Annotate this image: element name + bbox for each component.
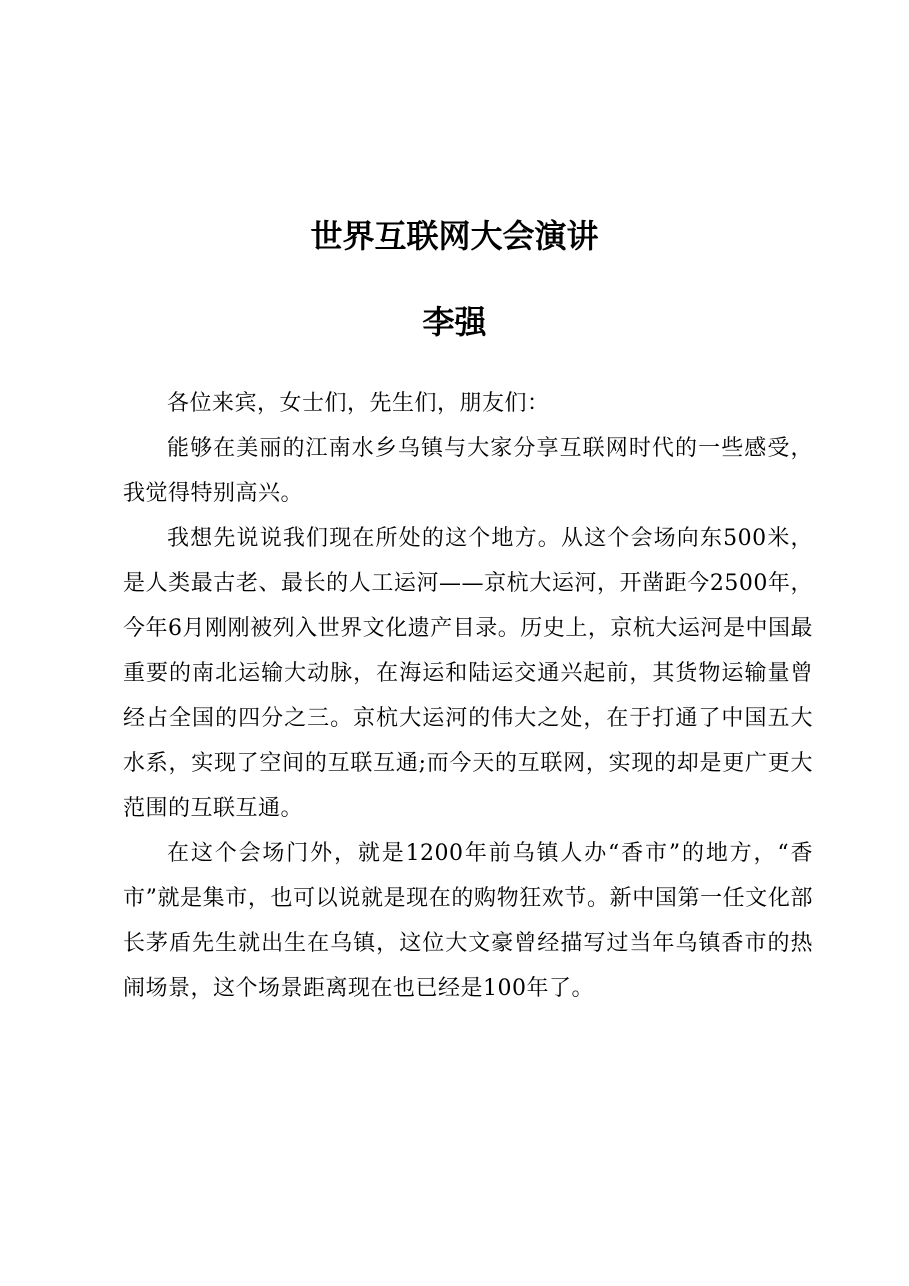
paragraph-opening: 能够在美丽的江南水乡乌镇与大家分享互联网时代的一些感受，我觉得特别高兴。: [123, 436, 813, 506]
document-author: 李强: [422, 303, 487, 341]
paragraph-greeting: 各位来宾，女士们，先生们，朋友们：: [167, 391, 550, 416]
paragraph-xiangshi: 在这个会场门外，就是1200年前乌镇人办“香市”的地方，“香市”就是集市，也可以说就是现在的购物狂欢节。新中国第一任文化部长茅盾先生就出生在乌镇，这位大文豪曾经描写过当年乌镇香市的热闹场景，这个场景距离现在也已经是100年了。: [123, 841, 813, 1001]
document-body: [123, 381, 813, 1011]
paragraph-grand-canal: 我想先说说我们现在所处的这个地方。从这个会场向东500米，是人类最古老、最长的人工运河——京杭大运河，开凿距今2500年，今年6月刚刚被列入世界文化遗产目录。历史上，京杭大运河是中国最重要的南北运输大动脉，在海运和陆运交通兴起前，其货物运输量曾经占全国的四分之三。京杭大运河的伟大之处，在于打通了中国五大水系，实现了空间的互联互通;而今天的互联网，实现的却是更广更大范围的互联互通。: [123, 526, 813, 821]
document-title: 世界互联网大会演讲: [310, 217, 599, 255]
